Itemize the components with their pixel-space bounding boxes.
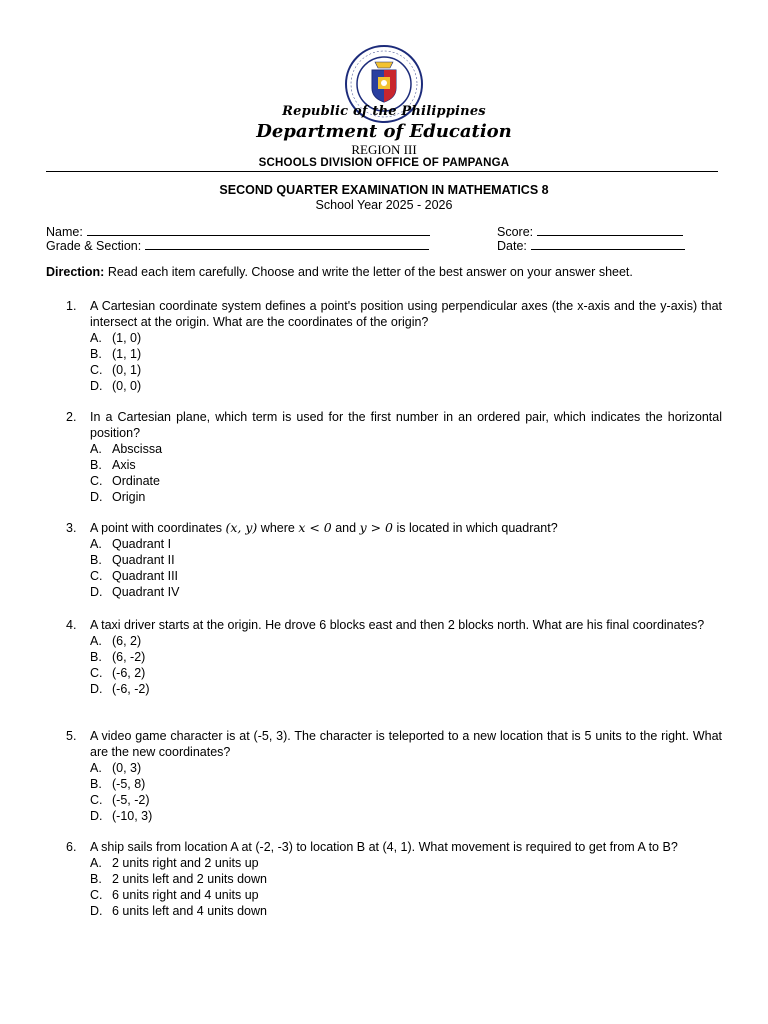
choice-d[interactable]: D. Origin [90,490,146,504]
choice-d[interactable]: D. (0, 0) [90,379,142,393]
question-number: 5. [66,729,77,743]
direction-label: Direction: [46,265,105,279]
choice-b[interactable]: B. Axis [90,458,136,472]
exam-title: SECOND QUARTER EXAMINATION IN MATHEMATICS 8 [219,183,549,197]
question-number: 1. [66,299,77,313]
name-field[interactable] [46,224,430,239]
question-2 [66,409,722,505]
date-field[interactable] [497,238,685,253]
question-number: 2. [66,410,77,424]
math-x-condition: x < 0 [298,520,332,535]
direction-text [46,265,633,279]
department-heading: Department of Education [256,121,512,142]
choice-a[interactable]: A. 2 units right and 2 units up [90,856,259,870]
division-heading: SCHOOLS DIVISION OF​FICE OF PAMPANGA [258,157,510,169]
question-3 [66,520,722,600]
score-field[interactable] [497,224,683,239]
choice-c[interactable]: C. (0, 1) [90,363,142,377]
region-heading: REGION III [351,142,417,157]
choice-a[interactable]: A. Quadrant I [90,537,172,551]
question-number: 6. [66,840,77,854]
school-year: School Year 2025 - 2026 [315,198,453,212]
question-number: 3. [66,521,77,535]
math-y-condition: y > 0 [359,520,393,535]
choice-d[interactable]: D. (-10, 3) [90,809,153,823]
question-stem: A Cartesian coordinate system defines a point's position using perpendicular axes (the x-axis and the y-axis) that intersect at the origin. What are the coordinates of the origin? [90,299,722,329]
score-line[interactable] [537,224,683,236]
math-coordinates: (x, y) [225,520,258,535]
question-6 [66,839,722,919]
grade-section-field[interactable] [46,238,429,253]
question-stem: In a Cartesian plane, which term is used for the first number in an ordered pair, which indicates the horizontal position? [90,410,722,440]
choice-b[interactable]: B. (-5, 8) [90,777,146,791]
choice-a[interactable]: A. (1, 0) [90,331,142,345]
choice-c[interactable]: C. 6 units right and 4 units up [90,888,259,902]
choice-d[interactable]: D. (-6, -2) [90,682,150,696]
name-label: Name: [46,225,83,239]
choice-a[interactable]: A. (6, 2) [90,634,142,648]
grade-section-label: Grade & Section: [46,239,142,253]
choice-b[interactable]: B. 2 units left and 2 units down [90,872,267,886]
date-line[interactable] [531,238,685,250]
choice-d[interactable]: D. 6 units left and 4 units down [90,904,267,918]
grade-section-line[interactable] [145,238,429,250]
question-1 [66,298,722,394]
choice-c[interactable]: C. Quadrant III [90,569,179,583]
question-stem: A taxi driver starts at the origin. He drove 6 blocks east and then 2 blocks north. What are his final coordinates? [90,618,705,632]
question-stem: A ship sails from location A at (-2, -3) to location B at (4, 1). What movement is required to get from A to B? [90,840,678,854]
choice-b[interactable]: B. Quadrant II [90,553,175,567]
name-line[interactable] [87,224,430,236]
date-label: Date: [497,239,527,253]
question-stem: A video game character is at (-5, 3). The character is teleported to a new location that is 5 units to the right. What are the new coordinates? [90,729,722,759]
choice-d[interactable]: D. Quadrant IV [90,585,180,599]
republic-heading: Republic of the Philippines [282,104,486,119]
question-stem: A point with coordinates (x, y) where x < 0 and y > 0 is located in which quadrant? [90,520,558,535]
direction-body: Read each item carefully. Choose and write the letter of the best answer on your answer sheet. [104,265,633,279]
choice-c[interactable]: C. (-5, -2) [90,793,150,807]
question-5 [66,728,722,824]
choice-a[interactable]: A. Abscissa [90,442,163,456]
choice-a[interactable]: A. (0, 3) [90,761,142,775]
choice-c[interactable]: C. (-6, 2) [90,666,146,680]
choice-b[interactable]: B. (6, -2) [90,650,146,664]
question-4 [66,617,722,697]
choice-b[interactable]: B. (1, 1) [90,347,142,361]
question-number: 4. [66,618,77,632]
header-divider [46,171,718,172]
score-label: Score: [497,225,534,239]
choice-c[interactable]: C. Ordinate [90,474,160,488]
